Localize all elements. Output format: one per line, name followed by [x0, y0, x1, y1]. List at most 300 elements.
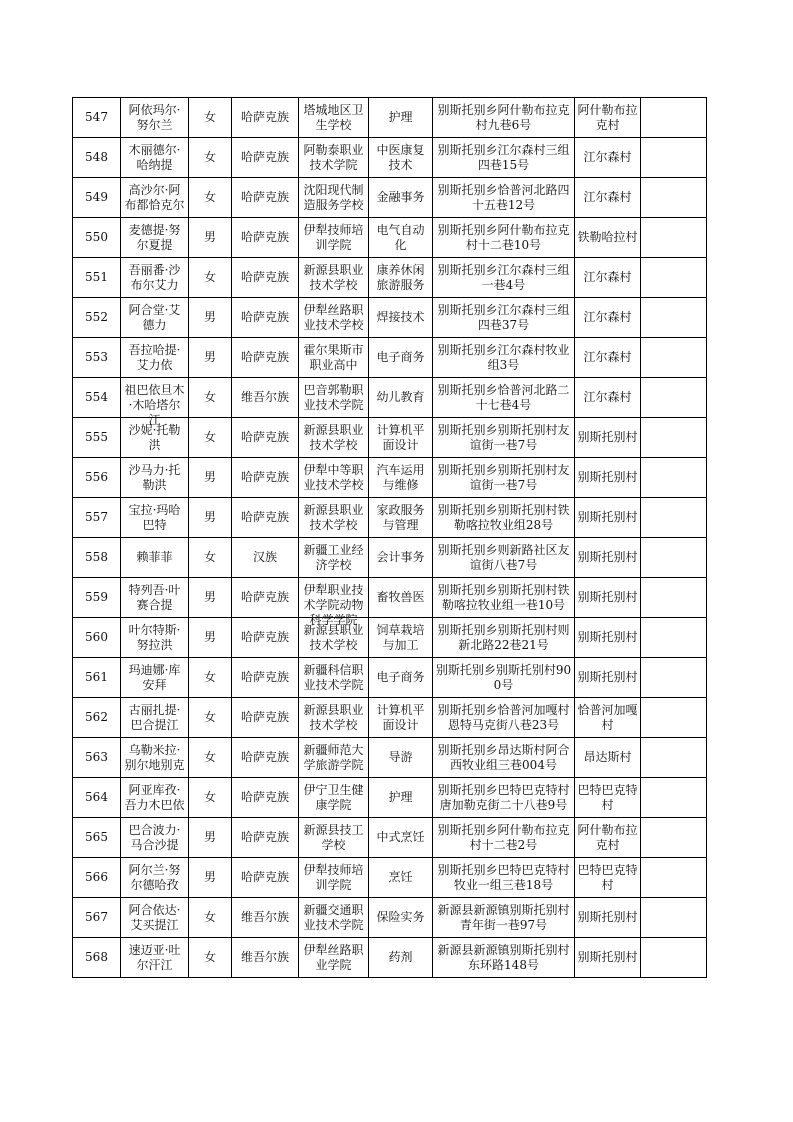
- school-name: 伊宁卫生健康学院: [303, 782, 364, 812]
- gender: 男: [203, 630, 216, 644]
- home-address-cell: [433, 138, 575, 178]
- village: 铁勒哈拉村: [577, 230, 638, 244]
- major: 家政服务与管理: [376, 502, 425, 532]
- row-number: 559: [85, 590, 108, 604]
- major: 烹饪: [388, 870, 413, 884]
- home-address: 别斯托别乡别斯托别村900号: [435, 662, 572, 692]
- school-name-cell: [299, 538, 369, 578]
- village: 巴特巴克特村: [577, 862, 638, 892]
- village-cell: [575, 578, 641, 618]
- note-cell-cell: [641, 898, 707, 938]
- row-number-cell: [73, 218, 121, 258]
- ethnicity: 汉族: [252, 550, 277, 564]
- school-name: 新疆交通职业技术学院: [303, 902, 364, 932]
- village: 江尔森村: [583, 270, 632, 284]
- home-address: 别斯托别乡阿什勒布拉克村十二巷10号: [437, 222, 570, 252]
- gender: 女: [203, 950, 216, 964]
- home-address-cell: [433, 338, 575, 378]
- note-cell-cell: [641, 138, 707, 178]
- school-name: 伊犁职业技术学院动物科学学院: [303, 582, 364, 627]
- village: 恰普河加嘎村: [577, 702, 638, 732]
- village: 江尔森村: [583, 350, 632, 364]
- school-name-cell: [299, 138, 369, 178]
- table-row: [73, 338, 707, 378]
- student-name: 沙妮·托勒洪: [128, 422, 181, 452]
- village: 别斯托别村: [577, 510, 638, 524]
- table-row: [73, 218, 707, 258]
- student-name: 沙马力·托勒洪: [128, 462, 181, 492]
- home-address: 别斯托别乡恰普河加嘎村恩特马克街八巷23号: [437, 702, 570, 732]
- gender-cell: [189, 218, 232, 258]
- ethnicity-cell: [232, 698, 299, 738]
- home-address-cell: [433, 938, 575, 978]
- row-number: 560: [85, 630, 108, 644]
- gender: 男: [203, 310, 216, 324]
- student-name-cell: [121, 138, 189, 178]
- ethnicity-cell: [232, 578, 299, 618]
- major: 畜牧兽医: [376, 590, 425, 604]
- school-name: 阿勒泰职业技术学院: [303, 142, 364, 172]
- school-name-cell: [299, 738, 369, 778]
- school-name-cell: [299, 458, 369, 498]
- note-cell-cell: [641, 738, 707, 778]
- school-name-cell: [299, 298, 369, 338]
- home-address-cell: [433, 778, 575, 818]
- table-row: [73, 898, 707, 938]
- student-name-cell: [121, 698, 189, 738]
- student-name-cell: [121, 458, 189, 498]
- village: 江尔森村: [583, 190, 632, 204]
- home-address-cell: [433, 538, 575, 578]
- row-number: 549: [85, 190, 108, 204]
- ethnicity-cell: [232, 778, 299, 818]
- village-cell: [575, 538, 641, 578]
- major-cell: [369, 98, 433, 138]
- school-name-cell: [299, 818, 369, 858]
- ethnicity: 哈萨克族: [240, 430, 289, 444]
- student-name-cell: [121, 418, 189, 458]
- village: 巴特巴克特村: [577, 782, 638, 812]
- gender-cell: [189, 178, 232, 218]
- ethnicity-cell: [232, 858, 299, 898]
- table-row: [73, 698, 707, 738]
- table-row: [73, 178, 707, 218]
- village: 别斯托别村: [577, 950, 638, 964]
- row-number-cell: [73, 98, 121, 138]
- village: 江尔森村: [583, 150, 632, 164]
- major-cell: [369, 538, 433, 578]
- major-cell: [369, 898, 433, 938]
- major-cell: [369, 658, 433, 698]
- gender-cell: [189, 618, 232, 658]
- major: 导游: [388, 750, 413, 764]
- village: 别斯托别村: [577, 430, 638, 444]
- student-name-cell: [121, 538, 189, 578]
- school-name: 新源县技工学校: [303, 822, 364, 852]
- major: 汽车运用与维修: [376, 462, 425, 492]
- school-name: 伊犁技师培训学院: [303, 862, 364, 892]
- student-name: 速迈亚·吐尔汗江: [128, 942, 181, 972]
- gender: 女: [203, 190, 216, 204]
- village-cell: [575, 258, 641, 298]
- ethnicity: 哈萨克族: [240, 510, 289, 524]
- ethnicity: 哈萨克族: [240, 750, 289, 764]
- major: 金融事务: [376, 190, 425, 204]
- home-address: 别斯托别乡恰普河北路二十七巷4号: [437, 382, 570, 412]
- row-number-cell: [73, 418, 121, 458]
- gender-cell: [189, 458, 232, 498]
- ethnicity-cell: [232, 98, 299, 138]
- school-name: 新源县职业技术学校: [303, 702, 364, 732]
- student-name: 叶尔特斯·努拉洪: [128, 622, 181, 652]
- student-name: 玛迪娜·库安拜: [128, 662, 181, 692]
- ethnicity: 哈萨克族: [240, 870, 289, 884]
- student-name-cell: [121, 338, 189, 378]
- major: 护理: [388, 110, 413, 124]
- gender-cell: [189, 698, 232, 738]
- village-cell: [575, 618, 641, 658]
- gender: 女: [203, 390, 216, 404]
- gender: 女: [203, 910, 216, 924]
- major: 电气自动化: [376, 222, 425, 252]
- school-name-cell: [299, 98, 369, 138]
- school-name: 巴音郭勒职业技术学院: [303, 382, 364, 412]
- school-name-cell: [299, 378, 369, 418]
- student-name: 吾拉哈提·艾力依: [128, 342, 181, 372]
- gender-cell: [189, 338, 232, 378]
- major-cell: [369, 578, 433, 618]
- major: 保险实务: [376, 910, 425, 924]
- gender: 男: [203, 510, 216, 524]
- student-name-cell: [121, 618, 189, 658]
- home-address: 别斯托别乡江尔森村三组四巷37号: [437, 302, 570, 332]
- school-name: 伊犁丝路职业学院: [303, 942, 364, 972]
- school-name: 新疆科信职业技术学院: [303, 662, 364, 692]
- ethnicity: 哈萨克族: [240, 830, 289, 844]
- school-name-cell: [299, 858, 369, 898]
- gender-cell: [189, 138, 232, 178]
- school-name-cell: [299, 938, 369, 978]
- village-cell: [575, 498, 641, 538]
- ethnicity-cell: [232, 658, 299, 698]
- ethnicity-cell: [232, 938, 299, 978]
- village: 别斯托别村: [577, 470, 638, 484]
- home-address: 别斯托别乡阿什勒布拉克村十二巷2号: [437, 822, 570, 852]
- ethnicity: 哈萨克族: [240, 590, 289, 604]
- village: 别斯托别村: [577, 910, 638, 924]
- gender: 女: [203, 790, 216, 804]
- school-name-cell: [299, 618, 369, 658]
- ethnicity: 哈萨克族: [240, 310, 289, 324]
- note-cell-cell: [641, 178, 707, 218]
- village-cell: [575, 458, 641, 498]
- gender: 女: [203, 710, 216, 724]
- major: 计算机平面设计: [376, 702, 425, 732]
- gender: 男: [203, 470, 216, 484]
- school-name-cell: [299, 218, 369, 258]
- row-number-cell: [73, 778, 121, 818]
- note-cell-cell: [641, 858, 707, 898]
- student-name: 阿合依达·艾买提江: [128, 902, 181, 932]
- row-number-cell: [73, 698, 121, 738]
- home-address-cell: [433, 498, 575, 538]
- ethnicity-cell: [232, 258, 299, 298]
- row-number: 555: [85, 430, 108, 444]
- student-name: 祖巴依旦木·木哈塔尔江: [124, 382, 185, 427]
- home-address: 别斯托别乡巴特巴克特村唐加勒克街二十八巷9号: [437, 782, 570, 812]
- ethnicity: 维吾尔族: [240, 910, 289, 924]
- home-address-cell: [433, 738, 575, 778]
- note-cell-cell: [641, 938, 707, 978]
- table-row: [73, 938, 707, 978]
- school-name-cell: [299, 658, 369, 698]
- student-name: 高沙尔·阿布都恰克尔: [124, 182, 185, 212]
- home-address-cell: [433, 378, 575, 418]
- note-cell-cell: [641, 378, 707, 418]
- ethnicity: 哈萨克族: [240, 630, 289, 644]
- major: 康养休闲旅游服务: [376, 262, 425, 292]
- village: 江尔森村: [583, 310, 632, 324]
- home-address: 别斯托别乡江尔森村三组一巷4号: [437, 262, 570, 292]
- school-name: 塔城地区卫生学校: [303, 102, 364, 132]
- table-row: [73, 138, 707, 178]
- note-cell-cell: [641, 458, 707, 498]
- major: 中医康复技术: [376, 142, 425, 172]
- ethnicity-cell: [232, 418, 299, 458]
- row-number-cell: [73, 338, 121, 378]
- gender: 女: [203, 150, 216, 164]
- gender-cell: [189, 378, 232, 418]
- note-cell-cell: [641, 498, 707, 538]
- gender-cell: [189, 658, 232, 698]
- major: 电子商务: [376, 350, 425, 364]
- school-name-cell: [299, 418, 369, 458]
- gender: 女: [203, 110, 216, 124]
- school-name: 沈阳现代制造服务学校: [303, 182, 364, 212]
- school-name-cell: [299, 498, 369, 538]
- ethnicity: 哈萨克族: [240, 470, 289, 484]
- gender: 女: [203, 750, 216, 764]
- student-name-cell: [121, 498, 189, 538]
- student-name-cell: [121, 658, 189, 698]
- row-number-cell: [73, 538, 121, 578]
- table-row: [73, 458, 707, 498]
- major: 电子商务: [376, 670, 425, 684]
- student-name: 赖菲菲: [136, 550, 173, 564]
- gender: 女: [203, 550, 216, 564]
- village: 江尔森村: [583, 390, 632, 404]
- school-name: 新源县职业技术学校: [303, 502, 364, 532]
- ethnicity-cell: [232, 218, 299, 258]
- home-address: 别斯托别乡别斯托别村铁勒喀拉牧业组一巷10号: [437, 582, 570, 612]
- major-cell: [369, 338, 433, 378]
- row-number: 564: [85, 790, 108, 804]
- gender-cell: [189, 858, 232, 898]
- note-cell-cell: [641, 818, 707, 858]
- row-number: 552: [85, 310, 108, 324]
- home-address-cell: [433, 418, 575, 458]
- row-number-cell: [73, 898, 121, 938]
- major-cell: [369, 938, 433, 978]
- gender-cell: [189, 258, 232, 298]
- gender-cell: [189, 418, 232, 458]
- village-cell: [575, 778, 641, 818]
- table-row: [73, 378, 707, 418]
- row-number: 554: [85, 390, 108, 404]
- student-name: 宝拉·玛哈巴特: [128, 502, 181, 532]
- student-name: 阿合堂·艾德力: [128, 302, 181, 332]
- ethnicity-cell: [232, 458, 299, 498]
- row-number: 562: [85, 710, 108, 724]
- home-address-cell: [433, 178, 575, 218]
- school-name: 霍尔果斯市职业高中: [303, 342, 364, 372]
- ethnicity-cell: [232, 498, 299, 538]
- row-number-cell: [73, 818, 121, 858]
- gender: 女: [203, 270, 216, 284]
- student-name-cell: [121, 898, 189, 938]
- home-address: 别斯托别乡别斯托别村铁勒喀拉牧业组28号: [437, 502, 570, 532]
- ethnicity-cell: [232, 298, 299, 338]
- table-row: [73, 658, 707, 698]
- table-row: [73, 98, 707, 138]
- student-name-cell: [121, 258, 189, 298]
- table-row: [73, 618, 707, 658]
- home-address-cell: [433, 578, 575, 618]
- village-cell: [575, 698, 641, 738]
- row-number: 553: [85, 350, 108, 364]
- row-number: 566: [85, 870, 108, 884]
- major-cell: [369, 178, 433, 218]
- student-name-cell: [121, 738, 189, 778]
- village: 别斯托别村: [577, 550, 638, 564]
- note-cell-cell: [641, 698, 707, 738]
- student-name-cell: [121, 218, 189, 258]
- student-name: 吾丽番·沙布尔艾力: [128, 262, 181, 292]
- home-address: 新源县新源镇别斯托别村东环路148号: [437, 942, 570, 972]
- home-address: 别斯托别乡恰普河北路四十五巷12号: [437, 182, 570, 212]
- student-name: 特列吾·叶赛合提: [128, 582, 181, 612]
- school-name-cell: [299, 258, 369, 298]
- row-number: 550: [85, 230, 108, 244]
- gender: 女: [203, 670, 216, 684]
- ethnicity: 哈萨克族: [240, 270, 289, 284]
- village-cell: [575, 378, 641, 418]
- major-cell: [369, 698, 433, 738]
- home-address: 别斯托别乡阿什勒布拉克村九巷6号: [437, 102, 570, 132]
- gender-cell: [189, 738, 232, 778]
- student-name: 阿尔兰·努尔德哈孜: [128, 862, 181, 892]
- major-cell: [369, 738, 433, 778]
- student-name-cell: [121, 818, 189, 858]
- major: 药剂: [388, 950, 413, 964]
- ethnicity-cell: [232, 618, 299, 658]
- village-cell: [575, 938, 641, 978]
- row-number-cell: [73, 378, 121, 418]
- major: 会计事务: [376, 550, 425, 564]
- school-name-cell: [299, 698, 369, 738]
- row-number-cell: [73, 618, 121, 658]
- row-number-cell: [73, 578, 121, 618]
- gender-cell: [189, 538, 232, 578]
- home-address: 别斯托别乡昂达斯村阿合西牧业组三巷004号: [437, 742, 570, 772]
- student-name-cell: [121, 938, 189, 978]
- village-cell: [575, 298, 641, 338]
- ethnicity: 维吾尔族: [240, 950, 289, 964]
- student-name-cell: [121, 858, 189, 898]
- major-cell: [369, 818, 433, 858]
- home-address-cell: [433, 698, 575, 738]
- ethnicity-cell: [232, 538, 299, 578]
- major-cell: [369, 778, 433, 818]
- gender-cell: [189, 578, 232, 618]
- village: 阿什勒布拉克村: [577, 102, 638, 132]
- note-cell-cell: [641, 338, 707, 378]
- row-number-cell: [73, 738, 121, 778]
- row-number: 548: [85, 150, 108, 164]
- school-name: 新源县职业技术学校: [303, 622, 364, 652]
- ethnicity-cell: [232, 138, 299, 178]
- major: 饲草栽培与加工: [376, 622, 425, 652]
- student-roster-table: [72, 97, 707, 978]
- ethnicity: 哈萨克族: [240, 790, 289, 804]
- major-cell: [369, 138, 433, 178]
- school-name-cell: [299, 338, 369, 378]
- table-row: [73, 418, 707, 458]
- note-cell-cell: [641, 778, 707, 818]
- student-name: 古丽扎提·巴合提江: [128, 702, 181, 732]
- village-cell: [575, 858, 641, 898]
- village-cell: [575, 738, 641, 778]
- home-address: 别斯托别乡则新路社区友谊街八巷7号: [437, 542, 570, 572]
- home-address: 别斯托别乡江尔森村牧业组3号: [437, 342, 570, 372]
- home-address-cell: [433, 898, 575, 938]
- row-number: 557: [85, 510, 108, 524]
- gender-cell: [189, 298, 232, 338]
- ethnicity: 哈萨克族: [240, 230, 289, 244]
- major: 幼儿教育: [376, 390, 425, 404]
- row-number-cell: [73, 458, 121, 498]
- village-cell: [575, 898, 641, 938]
- row-number-cell: [73, 938, 121, 978]
- note-cell-cell: [641, 258, 707, 298]
- student-name: 阿依玛尔·努尔兰: [128, 102, 181, 132]
- ethnicity: 哈萨克族: [240, 350, 289, 364]
- student-name-cell: [121, 298, 189, 338]
- gender: 男: [203, 870, 216, 884]
- student-name: 麦德提·努尔夏提: [128, 222, 181, 252]
- ethnicity-cell: [232, 338, 299, 378]
- village-cell: [575, 98, 641, 138]
- village-cell: [575, 818, 641, 858]
- gender: 男: [203, 350, 216, 364]
- home-address: 新源县新源镇别斯托别村青年街一巷97号: [437, 902, 570, 932]
- note-cell-cell: [641, 578, 707, 618]
- row-number-cell: [73, 658, 121, 698]
- gender: 女: [203, 430, 216, 444]
- village: 别斯托别村: [577, 630, 638, 644]
- ethnicity: 哈萨克族: [240, 670, 289, 684]
- ethnicity: 哈萨克族: [240, 110, 289, 124]
- home-address: 别斯托别乡江尔森村三组四巷15号: [437, 142, 570, 172]
- home-address-cell: [433, 98, 575, 138]
- note-cell-cell: [641, 418, 707, 458]
- village-cell: [575, 418, 641, 458]
- home-address: 别斯托别乡别斯托别村友谊街一巷7号: [437, 422, 570, 452]
- table-row: [73, 778, 707, 818]
- row-number: 563: [85, 750, 108, 764]
- row-number-cell: [73, 858, 121, 898]
- village-cell: [575, 178, 641, 218]
